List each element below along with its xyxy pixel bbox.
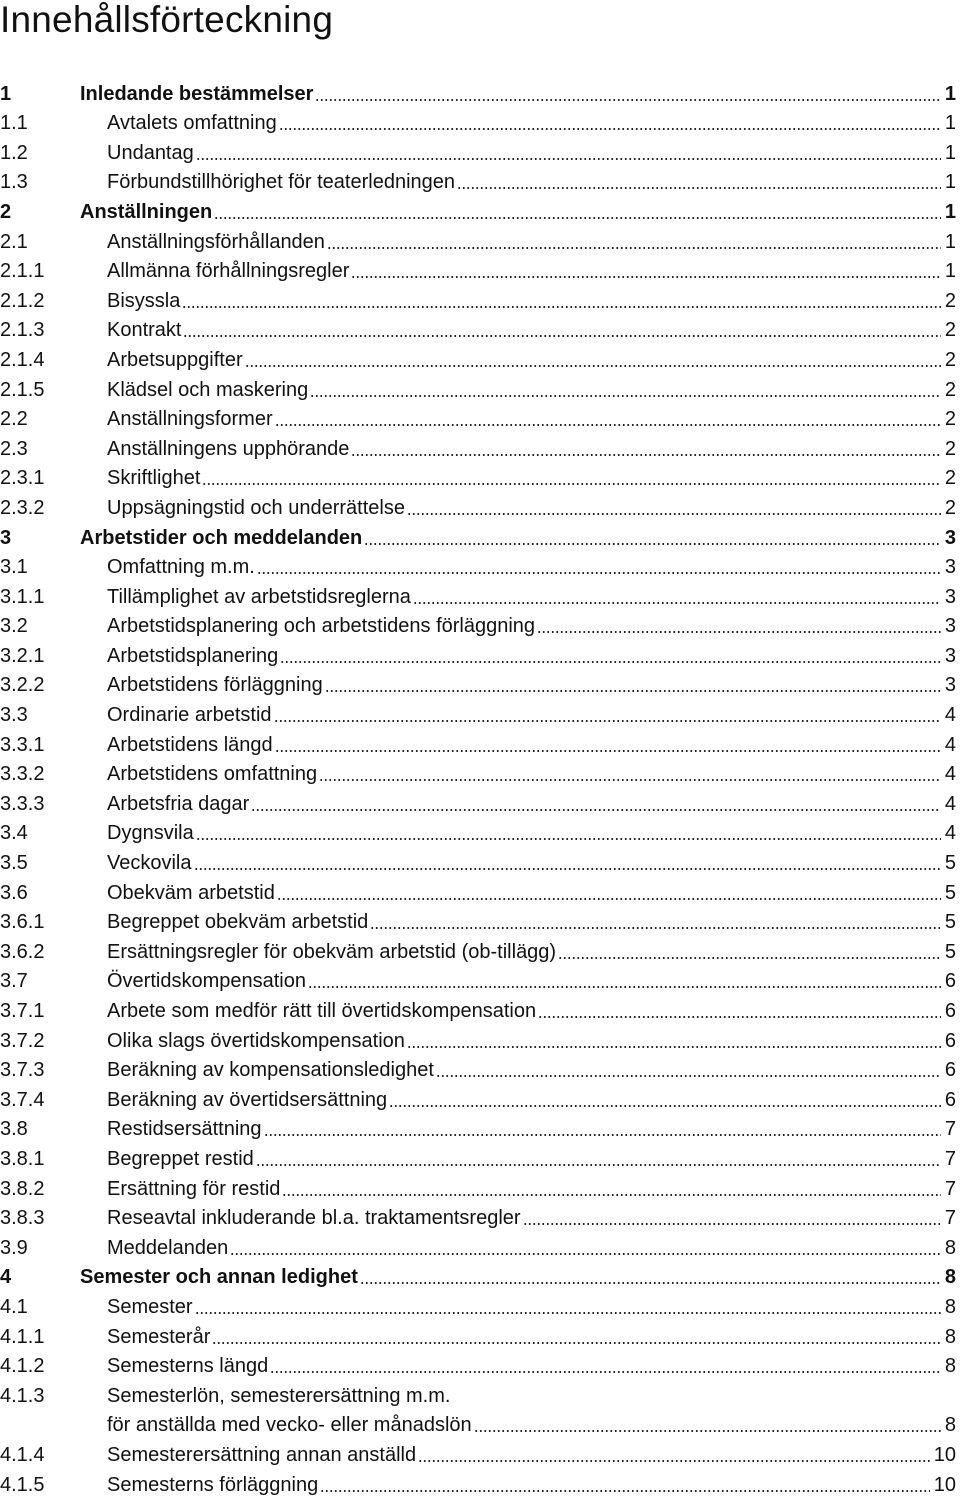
toc-entry-page-number: 2 bbox=[944, 496, 956, 519]
toc-entry-page-number: 7 bbox=[944, 1118, 956, 1141]
toc-entry[interactable] bbox=[0, 1348, 956, 1378]
toc-entry-title: Förbundstillhörighet för teaterledningen bbox=[107, 171, 455, 194]
dot-leader bbox=[282, 1194, 940, 1196]
toc-entry-number: 3.7.1 bbox=[0, 1000, 45, 1022]
toc-entry-title: Begreppet restid bbox=[107, 1147, 254, 1170]
toc-entry-number: 4.1.3 bbox=[0, 1384, 45, 1407]
toc-entry[interactable] bbox=[0, 430, 956, 460]
toc-entry-page-number: 10 bbox=[933, 1473, 956, 1496]
toc-entry-title: Allmänna förhållningsregler bbox=[107, 260, 350, 283]
dot-leader bbox=[538, 1016, 941, 1018]
page-title: Innehållsförteckning bbox=[0, 0, 334, 40]
toc-entry-number: 2.1.3 bbox=[0, 319, 45, 342]
dot-leader bbox=[413, 602, 941, 604]
toc-entry-page-number: 2 bbox=[944, 348, 956, 371]
dot-leader bbox=[308, 986, 941, 988]
dot-leader bbox=[537, 631, 941, 633]
toc-entry-title: Ersättningsregler för obekväm arbetstid (ob-tillägg) bbox=[107, 940, 557, 963]
toc-entry[interactable] bbox=[0, 253, 956, 283]
toc-entry-page-number: 2 bbox=[944, 378, 956, 401]
dot-leader bbox=[275, 424, 941, 426]
toc-entry[interactable] bbox=[0, 637, 956, 667]
toc-entry-number: 3.8.1 bbox=[0, 1147, 45, 1170]
toc-entry-title: Uppsägningstid och underrättelse bbox=[107, 496, 405, 519]
toc-entry[interactable] bbox=[0, 401, 956, 431]
dot-leader bbox=[257, 572, 941, 574]
toc-entry-title: Anställningens upphörande bbox=[107, 437, 350, 460]
toc-entry-title: Klädsel och maskering bbox=[107, 378, 309, 401]
toc-entry-number: 2.1.4 bbox=[0, 348, 45, 371]
toc-entry[interactable] bbox=[0, 1407, 956, 1437]
toc-entry-page-number: 1 bbox=[944, 171, 956, 194]
toc-entry[interactable] bbox=[0, 1288, 956, 1318]
dot-leader bbox=[389, 1105, 941, 1107]
toc-entry[interactable] bbox=[0, 312, 956, 342]
toc-entry-title: Arbetsfria dagar bbox=[107, 792, 250, 815]
toc-entry-number: 3.2 bbox=[0, 615, 28, 638]
toc-entry-title: Bisyssla bbox=[107, 289, 181, 312]
dot-leader bbox=[183, 335, 940, 337]
toc-entry-number: 3.6.1 bbox=[0, 911, 45, 934]
toc-entry-title: Arbetsuppgifter bbox=[107, 348, 243, 371]
dot-leader bbox=[436, 1075, 941, 1077]
dot-leader bbox=[196, 158, 941, 160]
toc-entry[interactable] bbox=[0, 282, 956, 312]
toc-entry-page-number: 4 bbox=[944, 704, 956, 727]
dot-leader bbox=[214, 217, 941, 219]
toc-entry[interactable] bbox=[0, 1200, 956, 1230]
dot-leader bbox=[558, 957, 941, 959]
toc-entry-number: 2.1 bbox=[0, 230, 28, 253]
toc-entry-title: Inledande bestämmelser bbox=[80, 82, 314, 105]
toc-entry-number: 4.1.4 bbox=[0, 1443, 45, 1466]
toc-entry-number: 3.3 bbox=[0, 704, 28, 727]
dot-leader bbox=[277, 898, 941, 900]
toc-entry-page-number: 1 bbox=[944, 82, 956, 105]
toc-entry-number: 2.3.1 bbox=[0, 467, 45, 490]
toc-entry[interactable] bbox=[0, 963, 956, 993]
dot-leader bbox=[230, 1253, 941, 1255]
toc-entry-number: 3.6.2 bbox=[0, 940, 45, 963]
toc-entry[interactable] bbox=[0, 726, 956, 756]
toc-entry-page-number: 2 bbox=[944, 408, 956, 431]
dot-leader bbox=[325, 690, 941, 692]
toc-entry[interactable] bbox=[0, 519, 956, 549]
toc-entry-page-number: 3 bbox=[944, 585, 956, 608]
toc-entry[interactable] bbox=[0, 341, 956, 371]
toc-entry-page-number: 8 bbox=[944, 1325, 956, 1348]
toc-entry-page-number: 4 bbox=[944, 733, 956, 756]
toc-entry-page-number: 5 bbox=[944, 911, 956, 934]
toc-entry-title: Arbetstidens längd bbox=[107, 733, 273, 756]
dot-leader bbox=[245, 365, 941, 367]
toc-entry-title: Anställningsformer bbox=[107, 408, 273, 431]
toc-entry-title: Övertidskompensation bbox=[107, 970, 306, 993]
dot-leader bbox=[320, 1490, 930, 1492]
toc-entry-title: Semesterlön, semesterersättning m.m. bbox=[107, 1384, 451, 1407]
toc-entry-number: 2 bbox=[0, 200, 12, 223]
toc-entry-title: Arbetstidens förläggning bbox=[107, 674, 323, 697]
toc-entry-title: Omfattning m.m. bbox=[107, 556, 255, 579]
toc-entry[interactable] bbox=[0, 1466, 956, 1496]
dot-leader bbox=[310, 395, 941, 397]
toc-entry-title: Arbetstider och meddelanden bbox=[80, 526, 363, 549]
toc-entry[interactable] bbox=[0, 696, 956, 726]
toc-entry-number: 2.2 bbox=[0, 408, 28, 431]
toc-entry-title: Semesterns förläggning bbox=[107, 1473, 319, 1496]
toc-entry[interactable] bbox=[0, 815, 956, 845]
toc-entry-title: Beräkning av kompensationsledighet bbox=[107, 1059, 434, 1082]
toc-entry-title: Semesterår bbox=[107, 1325, 211, 1348]
toc-entry-title: för anställda med vecko- eller månadslön bbox=[107, 1414, 472, 1437]
toc-entry-page-number: 1 bbox=[944, 141, 956, 164]
toc-entry[interactable] bbox=[0, 1052, 956, 1082]
dot-leader bbox=[319, 779, 941, 781]
toc-entry[interactable] bbox=[0, 785, 956, 815]
toc-entry-number: 1 bbox=[0, 82, 12, 105]
toc-entry-number: 4 bbox=[0, 1266, 12, 1289]
toc-entry-number: 3.1 bbox=[0, 556, 28, 579]
toc-entry-title: Anställningsförhållanden bbox=[107, 230, 325, 253]
toc-entry-title: Begreppet obekväm arbetstid bbox=[107, 911, 369, 934]
toc-entry[interactable] bbox=[0, 874, 956, 904]
toc-entry-page-number: 7 bbox=[944, 1147, 956, 1170]
toc-entry-page-number: 8 bbox=[944, 1266, 956, 1289]
toc-entry[interactable] bbox=[0, 134, 956, 164]
toc-entry-title: Tillämplighet av arbetstidsreglerna bbox=[107, 585, 411, 608]
toc-entry-number: 3.7.3 bbox=[0, 1059, 45, 1082]
toc-entry-title: Veckovila bbox=[107, 852, 192, 875]
table-of-contents bbox=[0, 75, 956, 1496]
toc-entry-page-number: 8 bbox=[944, 1295, 956, 1318]
toc-entry-number: 2.1.2 bbox=[0, 289, 45, 312]
toc-entry[interactable] bbox=[0, 105, 956, 135]
toc-entry[interactable] bbox=[0, 608, 956, 638]
toc-entry-number: 3.6 bbox=[0, 881, 28, 904]
toc-entry[interactable] bbox=[0, 164, 956, 194]
toc-entry-page-number: 3 bbox=[944, 674, 956, 697]
toc-entry-number: 3.1.1 bbox=[0, 585, 45, 608]
toc-entry-title: Avtalets omfattning bbox=[107, 112, 277, 135]
toc-entry-title: Reseavtal inkluderande bl.a. traktamentsregler bbox=[107, 1207, 521, 1230]
toc-entry-page-number: 1 bbox=[944, 200, 956, 223]
toc-entry-title: Arbetstidsplanering bbox=[107, 644, 279, 667]
toc-entry-page-number: 3 bbox=[944, 644, 956, 667]
toc-entry-title: Semester och annan ledighet bbox=[80, 1266, 358, 1289]
dot-leader bbox=[523, 1223, 941, 1225]
toc-entry-number: 3.9 bbox=[0, 1236, 28, 1259]
toc-entry-page-number: 4 bbox=[944, 763, 956, 786]
toc-entry-number: 3.2.1 bbox=[0, 644, 45, 667]
toc-entry-page-number: 4 bbox=[944, 792, 956, 815]
dot-leader bbox=[279, 128, 941, 130]
toc-entry[interactable] bbox=[0, 1081, 956, 1111]
dot-leader bbox=[212, 1342, 941, 1344]
toc-entry[interactable] bbox=[0, 904, 956, 934]
toc-entry-title: Dygnsvila bbox=[107, 822, 194, 845]
toc-entry-number: 3.2.2 bbox=[0, 674, 45, 697]
toc-entry-number: 2.1.5 bbox=[0, 378, 45, 401]
toc-entry-title: Skriftlighet bbox=[107, 467, 201, 490]
dot-leader bbox=[351, 454, 940, 456]
toc-entry-number: 3 bbox=[0, 526, 12, 549]
toc-entry-title: Arbetstidens omfattning bbox=[107, 763, 318, 786]
toc-entry-page-number: 5 bbox=[944, 940, 956, 963]
toc-entry-number: 2.3.2 bbox=[0, 496, 45, 519]
toc-entry-page-number: 5 bbox=[944, 852, 956, 875]
dot-leader bbox=[315, 99, 940, 101]
toc-entry-page-number: 3 bbox=[944, 526, 956, 549]
toc-entry-page-number: 8 bbox=[944, 1355, 956, 1378]
toc-entry-page-number: 6 bbox=[944, 970, 956, 993]
toc-entry[interactable] bbox=[0, 1377, 956, 1407]
dot-leader bbox=[251, 809, 941, 811]
dot-leader bbox=[418, 1460, 930, 1462]
toc-entry[interactable] bbox=[0, 1259, 956, 1289]
toc-entry-page-number: 6 bbox=[944, 1088, 956, 1111]
toc-entry-number: 2.3 bbox=[0, 437, 28, 460]
dot-leader bbox=[452, 1401, 952, 1403]
toc-entry-page-number: 8 bbox=[944, 1236, 956, 1259]
toc-entry-title: Arbetstidsplanering och arbetstidens förläggning bbox=[107, 615, 536, 638]
toc-entry[interactable] bbox=[0, 489, 956, 519]
dot-leader bbox=[264, 1134, 941, 1136]
toc-entry[interactable] bbox=[0, 1140, 956, 1170]
toc-entry-title: Undantag bbox=[107, 141, 194, 164]
toc-entry-number: 4.1.5 bbox=[0, 1473, 45, 1496]
toc-entry[interactable] bbox=[0, 223, 956, 253]
toc-entry[interactable] bbox=[0, 844, 956, 874]
toc-entry-title: Olika slags övertidskompensation bbox=[107, 1029, 405, 1052]
toc-entry[interactable] bbox=[0, 667, 956, 697]
toc-entry-number: 3.3.2 bbox=[0, 763, 45, 786]
toc-entry-number: 3.7 bbox=[0, 970, 28, 993]
dot-leader bbox=[196, 838, 941, 840]
toc-entry[interactable] bbox=[0, 1436, 956, 1466]
toc-entry-number: 3.7.2 bbox=[0, 1029, 45, 1052]
toc-entry-page-number: 2 bbox=[944, 437, 956, 460]
toc-entry[interactable] bbox=[0, 371, 956, 401]
toc-entry-number: 3.7.4 bbox=[0, 1088, 45, 1111]
toc-entry-number: 4.1.2 bbox=[0, 1355, 45, 1378]
toc-entry-title: Restidsersättning bbox=[107, 1118, 262, 1141]
toc-entry[interactable] bbox=[0, 1170, 956, 1200]
toc-entry-page-number: 1 bbox=[944, 112, 956, 135]
toc-entry-page-number: 6 bbox=[944, 1029, 956, 1052]
toc-entry-page-number: 3 bbox=[944, 556, 956, 579]
toc-entry-title: Kontrakt bbox=[107, 319, 182, 342]
toc-entry-title: Semester bbox=[107, 1295, 193, 1318]
toc-entry-number: 3.4 bbox=[0, 822, 28, 845]
toc-entry-page-number: 6 bbox=[944, 1059, 956, 1082]
dot-leader bbox=[327, 247, 941, 249]
toc-entry-title: Arbete som medför rätt till övertidskompensation bbox=[107, 1000, 537, 1022]
dot-leader bbox=[364, 543, 941, 545]
toc-entry[interactable] bbox=[0, 75, 956, 105]
toc-entry-title: Semesterns längd bbox=[107, 1355, 269, 1378]
toc-entry-title: Beräkning av övertidsersättning bbox=[107, 1088, 388, 1111]
toc-entry[interactable] bbox=[0, 578, 956, 608]
toc-entry-page-number: 7 bbox=[944, 1207, 956, 1230]
toc-entry-page-number: 2 bbox=[944, 319, 956, 342]
toc-entry-number: 3.8 bbox=[0, 1118, 28, 1141]
toc-entry-number: 1.2 bbox=[0, 141, 28, 164]
toc-entry-page-number: 3 bbox=[944, 615, 956, 638]
toc-entry-title: Ersättning för restid bbox=[107, 1177, 281, 1200]
toc-entry-page-number: 4 bbox=[944, 822, 956, 845]
toc-entry-title: Meddelanden bbox=[107, 1236, 229, 1259]
toc-entry-title: Anställningen bbox=[80, 200, 213, 223]
toc-entry[interactable] bbox=[0, 992, 956, 1022]
toc-entry-number: 1.3 bbox=[0, 171, 28, 194]
toc-entry-title: Semesterersättning annan anställd bbox=[107, 1443, 417, 1466]
toc-entry-number: 1.1 bbox=[0, 112, 28, 135]
dot-leader bbox=[407, 1046, 941, 1048]
toc-entry-page-number: 2 bbox=[944, 467, 956, 490]
toc-entry-number: 3.5 bbox=[0, 852, 28, 875]
dot-leader bbox=[280, 661, 941, 663]
toc-entry[interactable] bbox=[0, 1229, 956, 1259]
toc-entry-title: Ordinarie arbetstid bbox=[107, 704, 272, 727]
toc-entry[interactable] bbox=[0, 756, 956, 786]
toc-entry-number: 3.8.3 bbox=[0, 1207, 45, 1230]
toc-entry[interactable] bbox=[0, 1318, 956, 1348]
dot-leader bbox=[182, 306, 941, 308]
toc-entry-number: 3.8.2 bbox=[0, 1177, 45, 1200]
toc-entry-page-number: 2 bbox=[944, 289, 956, 312]
toc-entry-page-number: 10 bbox=[933, 1443, 956, 1466]
toc-entry-page-number: 8 bbox=[944, 1414, 956, 1437]
toc-entry-page-number: 1 bbox=[944, 230, 956, 253]
dot-leader bbox=[195, 1312, 941, 1314]
dot-leader bbox=[474, 1430, 941, 1432]
dot-leader bbox=[360, 1282, 941, 1284]
dot-leader bbox=[202, 483, 941, 485]
toc-entry-title: Obekväm arbetstid bbox=[107, 881, 275, 904]
dot-leader bbox=[351, 276, 941, 278]
dot-leader bbox=[407, 513, 941, 515]
dot-leader bbox=[457, 187, 941, 189]
dot-leader bbox=[270, 1371, 941, 1373]
toc-entry[interactable] bbox=[0, 933, 956, 963]
toc-entry[interactable] bbox=[0, 193, 956, 223]
toc-entry-number: 4.1.1 bbox=[0, 1325, 45, 1348]
toc-entry-page-number: 6 bbox=[944, 1000, 956, 1022]
dot-leader bbox=[194, 868, 941, 870]
dot-leader bbox=[274, 720, 941, 722]
dot-leader bbox=[256, 1164, 941, 1166]
toc-entry[interactable] bbox=[0, 1111, 956, 1141]
toc-entry-page-number: 5 bbox=[944, 881, 956, 904]
toc-entry-number: 3.3.3 bbox=[0, 792, 45, 815]
toc-entry[interactable] bbox=[0, 460, 956, 490]
toc-entry-number: 4.1 bbox=[0, 1295, 28, 1318]
toc-entry[interactable] bbox=[0, 549, 956, 579]
dot-leader bbox=[275, 750, 941, 752]
toc-entry-number: 2.1.1 bbox=[0, 260, 45, 283]
toc-entry[interactable] bbox=[0, 1022, 956, 1052]
toc-entry-number: 3.3.1 bbox=[0, 733, 45, 756]
toc-entry-page-number: 7 bbox=[944, 1177, 956, 1200]
toc-entry-page-number: 1 bbox=[944, 260, 956, 283]
dot-leader bbox=[370, 927, 941, 929]
